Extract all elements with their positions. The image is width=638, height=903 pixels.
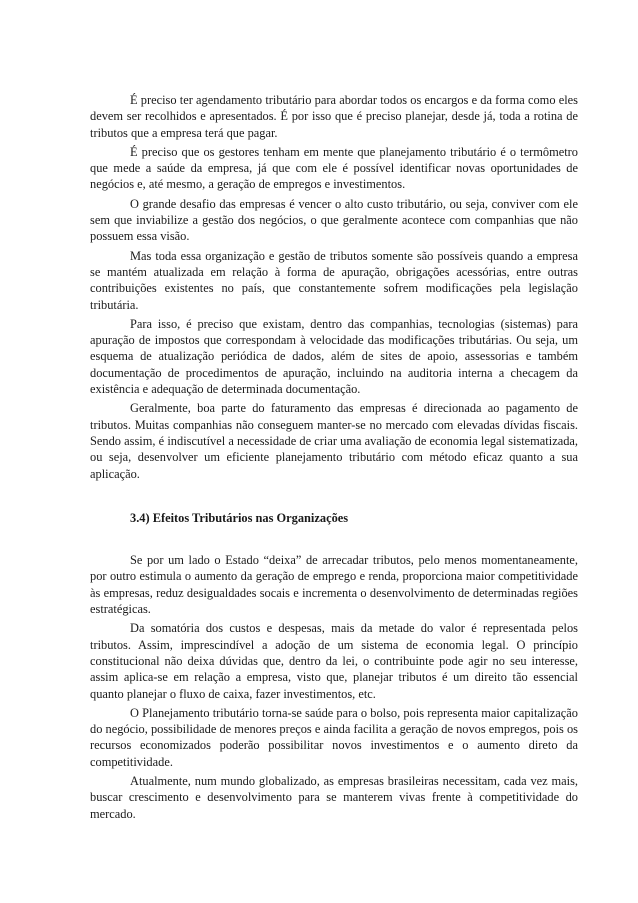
paragraph: Para isso, é preciso que existam, dentro das companhias, tecnologias (sistemas) para apuração de impostos que correspondam à velocidade das modificações tributárias. Ou seja, um esquema de atualização periódica de dados, além de sites de apoio, assessorias e também documentação de procedimentos de apuração, incluindo na auditoria interna a checagem da existência e adequação de determinada documentação.: [90, 316, 578, 397]
paragraph: É preciso ter agendamento tributário para abordar todos os encargos e da forma como eles devem ser recolhidos e apresentados. É por isso que é preciso planejar, desde já, toda a rotina de tributos que a empresa terá que pagar.: [90, 93, 578, 140]
paragraph: Atualmente, num mundo globalizado, as empresas brasileiras necessitam, cada vez mais, buscar crescimento e desenvolvimento para se manterem vivas frente à competitividade do mercado.: [90, 773, 578, 821]
paragraph: O Planejamento tributário torna-se saúde para o bolso, pois representa maior capitalização do negócio, possibilidade de menores preços e ainda facilita a geração de novos empregos, pois os recursos economizados poderão possibilitar novos investimentos e o aumento direto da competitividade.: [90, 705, 578, 769]
paragraph: Mas toda essa organização e gestão de tributos somente são possíveis quando a empresa se mantém atualizada em relação à forma de apuração, obrigações acessórias, entre outras contribuições existentes no país, que constantemente sofrem modificações pela legislação tributária.: [90, 248, 578, 312]
paragraph: É preciso que os gestores tenham em mente que planejamento tributário é o termômetro que mede a saúde da empresa, já que com ele é possível identificar novas oportunidades de negócios e, até mesmo, a geração de empregos e investimentos.: [90, 144, 578, 192]
paragraph: O grande desafio das empresas é vencer o alto custo tributário, ou seja, conviver com ele sem que inviabilize a gestão dos negócios, o que geralmente acontece com companhias que não possuem essa visão.: [90, 196, 578, 244]
paragraph: Geralmente, boa parte do faturamento das empresas é direcionada ao pagamento de tributos. Muitas companhias não conseguem manter-se no mercado com elevadas dívidas fiscais. Sendo assim, é indiscutível a necessidade de criar uma avaliação de economia legal sistematizada, ou seja, desenvolver um eficiente planejamento tributário com método eficaz quanto a sua aplicação.: [90, 401, 578, 481]
paragraph: Se por um lado o Estado “deixa” de arrecadar tributos, pelo menos momentaneamente, por outro estimula o aumento da geração de emprego e renda, proporciona maior competitividade às empresas, reduz desigualdades socais e incrementa o desenvolvimento de determinadas regiões estratégicas.: [90, 553, 578, 617]
paragraph: Da somatória dos custos e despesas, mais da metade do valor é representada pelos tributos. Assim, imprescindível a adoção de um sistema de economia legal. O princípio constitucional não deixa dúvidas que, dentro da lei, o contribuinte pode agir no seu interesse, assim aplica-se em relação a empresa, visto que, planejar tributos é um direito tão essencial quanto planejar o fluxo de caixa, fazer investimentos, etc.: [90, 621, 578, 701]
section-heading: 3.4) Efeitos Tributários nas Organizações: [130, 510, 349, 525]
document-body: [90, 92, 578, 825]
